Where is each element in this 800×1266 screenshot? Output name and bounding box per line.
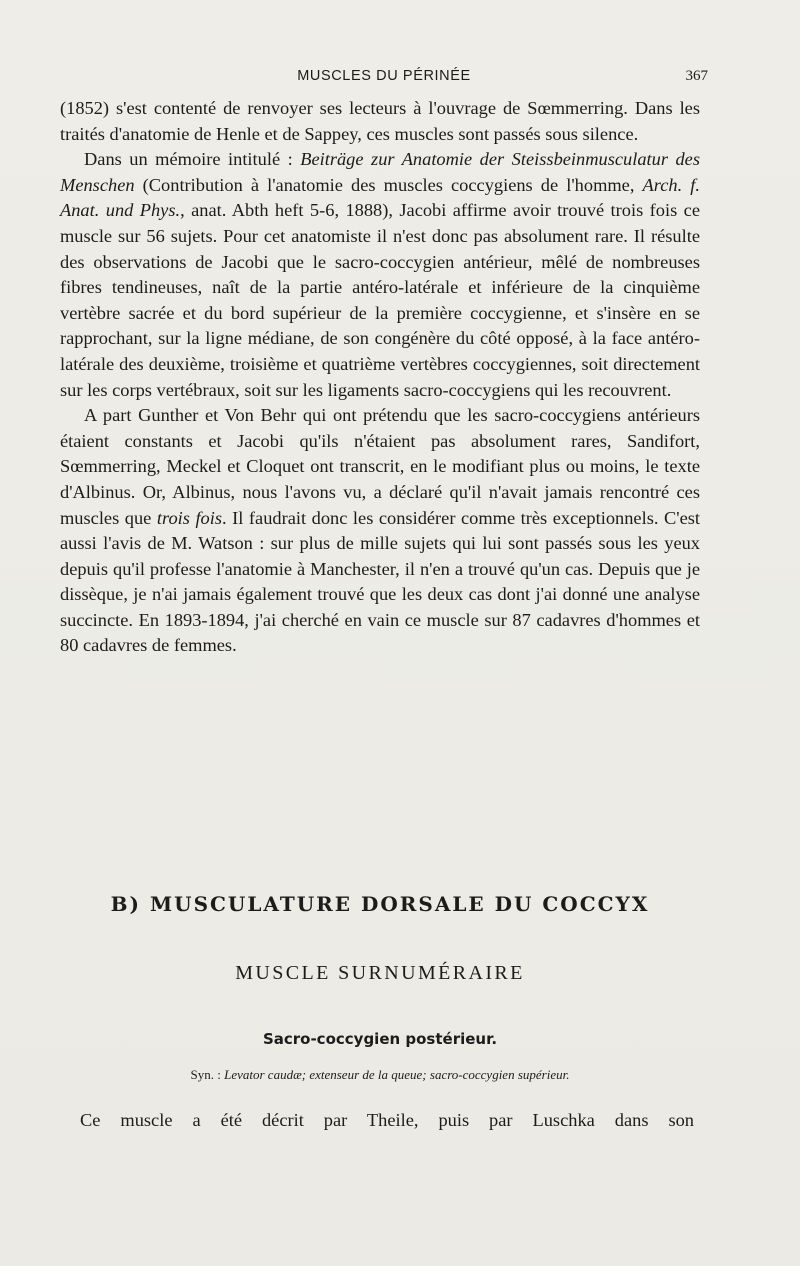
text-run: . Il faudrait donc les considérer comme très exceptionnels. C'est aussi l'avis de M. Watson : sur plus de mille sujets qui lui sont passés sous les yeux depuis qu'il professe l'anatomie à Manchester, il n'en a trouvé qu'un cas. Depuis que je dissèque, je n'ai jamais également trouvé que les deux cas dont j'ai donné une analyse succincte. En 1893-1894, j'ai cherché en vain ce muscle sur 87 cadavres d'hommes et 80 cadavres de femmes. bbox=[60, 507, 700, 656]
paragraph-jacobi bbox=[60, 147, 700, 403]
paragraph-gunther bbox=[60, 403, 700, 659]
page-number: 367 bbox=[685, 68, 708, 84]
paragraph-continuation bbox=[60, 96, 700, 147]
running-head bbox=[60, 64, 708, 88]
text-run: (Contribution à l'anatomie des muscles coccygiens de l'homme, bbox=[134, 174, 643, 195]
synonyms-list: Levator caudæ; extenseur de la queue; sacro-coccygien supérieur. bbox=[224, 1067, 570, 1082]
section-heading: B) MUSCULATURE DORSALE DU COCCYX bbox=[110, 892, 650, 916]
synonyms-line bbox=[60, 1067, 700, 1083]
text-run: A part Gunther et Von Behr qui ont prétendu que les sacro-coccygiens antérieurs étaient constants et Jacobi qu'ils n'étaient pas absolument rares, Sandifort, Sœmmerring, Meckel et Cloquet ont transcrit, en le modifiant plus ou moins, le texte d'Albinus. Or, Albinus, nous l'avons vu, a déclaré qu'il n'avait jamais rencontré ces muscles que bbox=[60, 405, 700, 528]
italic-emphasis: trois fois bbox=[156, 507, 223, 528]
body-text bbox=[60, 96, 700, 659]
text-run: Dans un mémoire intitulé : bbox=[84, 149, 301, 170]
text-run: , anat. Abth heft 5-6, 1888), Jacobi affirme avoir trouvé trois fois ce muscle sur 56 sujets. Pour cet anatomiste il n'est donc pas absolument rare. Il résulte des observations de Jacobi que le sacro-coccygien antérieur, mêlé de nombreuses fibres tendineuses, naît de la partie antéro-latérale et inférieure de la cinquième vertèbre sacrée et du bord supérieur de la première coccygienne, et s'insère en se rapprochant, sur la ligne médiane, de son congénère du côté opposé, à la face antéro-latérale des deuxième, troisième et quatrième vertèbres coccygiennes, soit directement sur les corps vertébraux, soit sur les ligaments sacro-coccygiens qui les recouvrent. bbox=[60, 200, 700, 400]
closing-line: Ce muscle a été décrit par Theile, puis par Luschka dans son bbox=[80, 1110, 694, 1130]
synonyms-label: Syn. : bbox=[190, 1067, 225, 1082]
italic-citation: Arch. f. Anat. und Phys. bbox=[60, 174, 700, 221]
text-run: (1852) s'est contenté de renvoyer ses lecteurs à l'ouvrage de Sœmmerring. Dans les traités d'anatomie de Henle et de Sappey, ces muscles sont passés sous silence. bbox=[60, 98, 700, 144]
running-title: MUSCLES DU PÉRINÉE bbox=[297, 68, 471, 84]
subsection-heading: MUSCLE SURNUMÉRAIRE bbox=[235, 962, 525, 984]
muscle-name-heading: Sacro-coccygien postérieur. bbox=[262, 1030, 498, 1048]
italic-title: Beiträge zur Anatomie der Steissbeinmusculatur des Menschen bbox=[60, 149, 700, 195]
